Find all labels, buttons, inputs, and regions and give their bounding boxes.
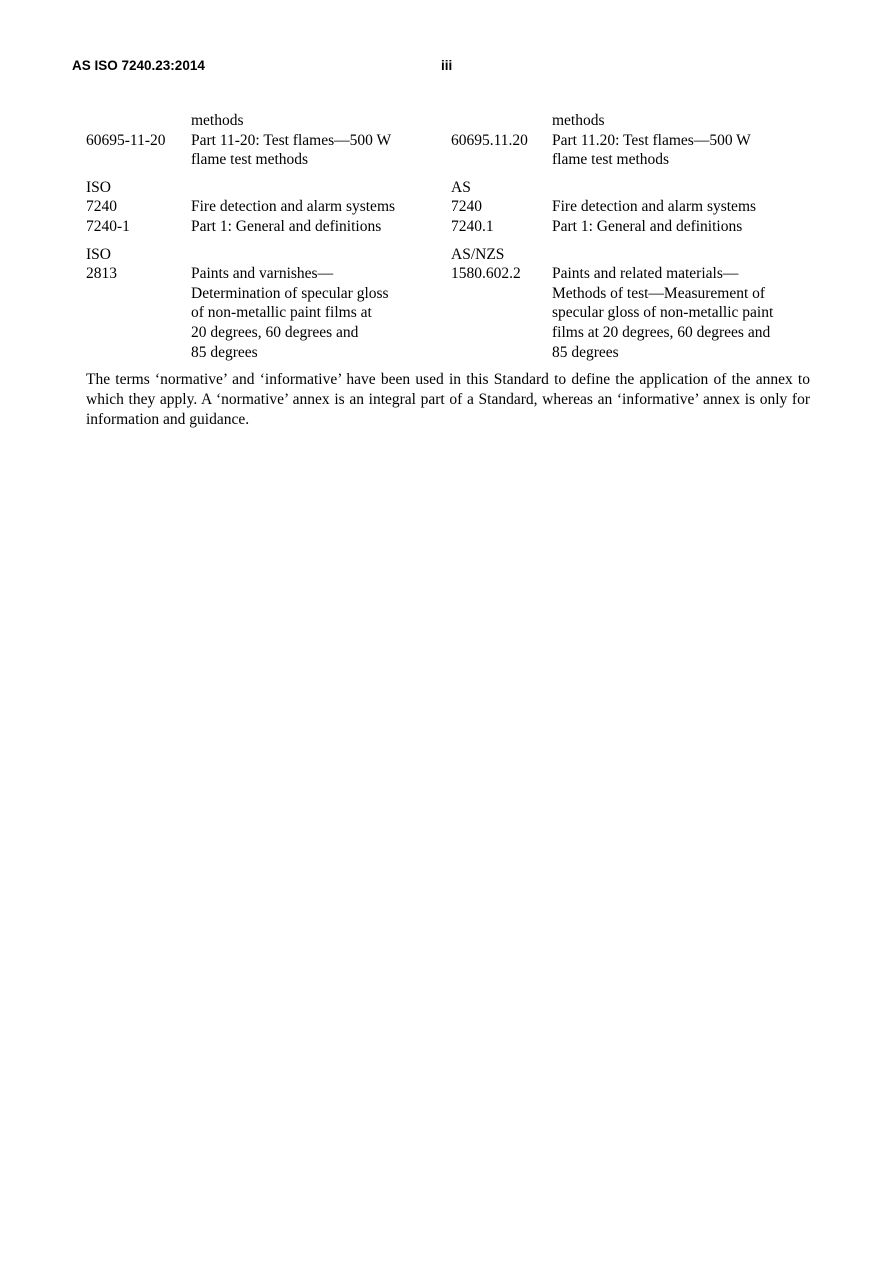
intl-standard-title: Fire detection and alarm systems Part 1: General and definitions [191,198,396,235]
document-body [86,111,810,445]
table-row [86,131,810,170]
normative-informative-paragraph: The terms ‘normative’ and ‘informative’ have been used in this Standard to define the application of the annex to which they apply. A ‘normative’ annex is an integral part of a Standard, whereas an ‘informative’ annex is only for information and guidance. [86,371,810,428]
au-standard-number: 60695.11.20 [451,131,528,149]
au-standard-number [451,111,552,131]
au-standard-title: methods [552,112,605,129]
intl-standard-number: ISO 2813 [86,245,117,283]
intl-standard-number [86,111,191,131]
page-number: iii [441,58,453,73]
intl-standard-number: 60695-11-20 [86,131,166,149]
intl-standard-title: Paints and varnishes— Determination of specular gloss of non-metallic paint films at 20 degrees, 60 degrees and 85 degrees [191,265,389,361]
document-id: AS ISO 7240.23:2014 [72,58,205,73]
page-header [72,58,820,78]
au-standard-title: Part 11.20: Test flames—500 W flame test methods [552,131,751,169]
intl-standard-title: methods [191,112,244,129]
au-standard-title: Fire detection and alarm systems Part 1: General and definitions [552,198,757,235]
intl-standard-title: Part 11-20: Test flames—500 W flame test methods [191,131,392,169]
table-row [86,178,810,237]
table-row [86,245,810,363]
au-standard-title: Paints and related materials— Methods of test—Measurement of specular gloss of non-metallic paint films at 20 degrees, 60 degrees and 85 degrees [552,265,774,361]
table-row [86,111,810,131]
intl-standard-number: ISO 7240 7240-1 [86,178,130,235]
au-standard-number: AS/NZS 1580.602.2 [451,245,521,283]
au-standard-number: AS 7240 7240.1 [451,178,494,235]
